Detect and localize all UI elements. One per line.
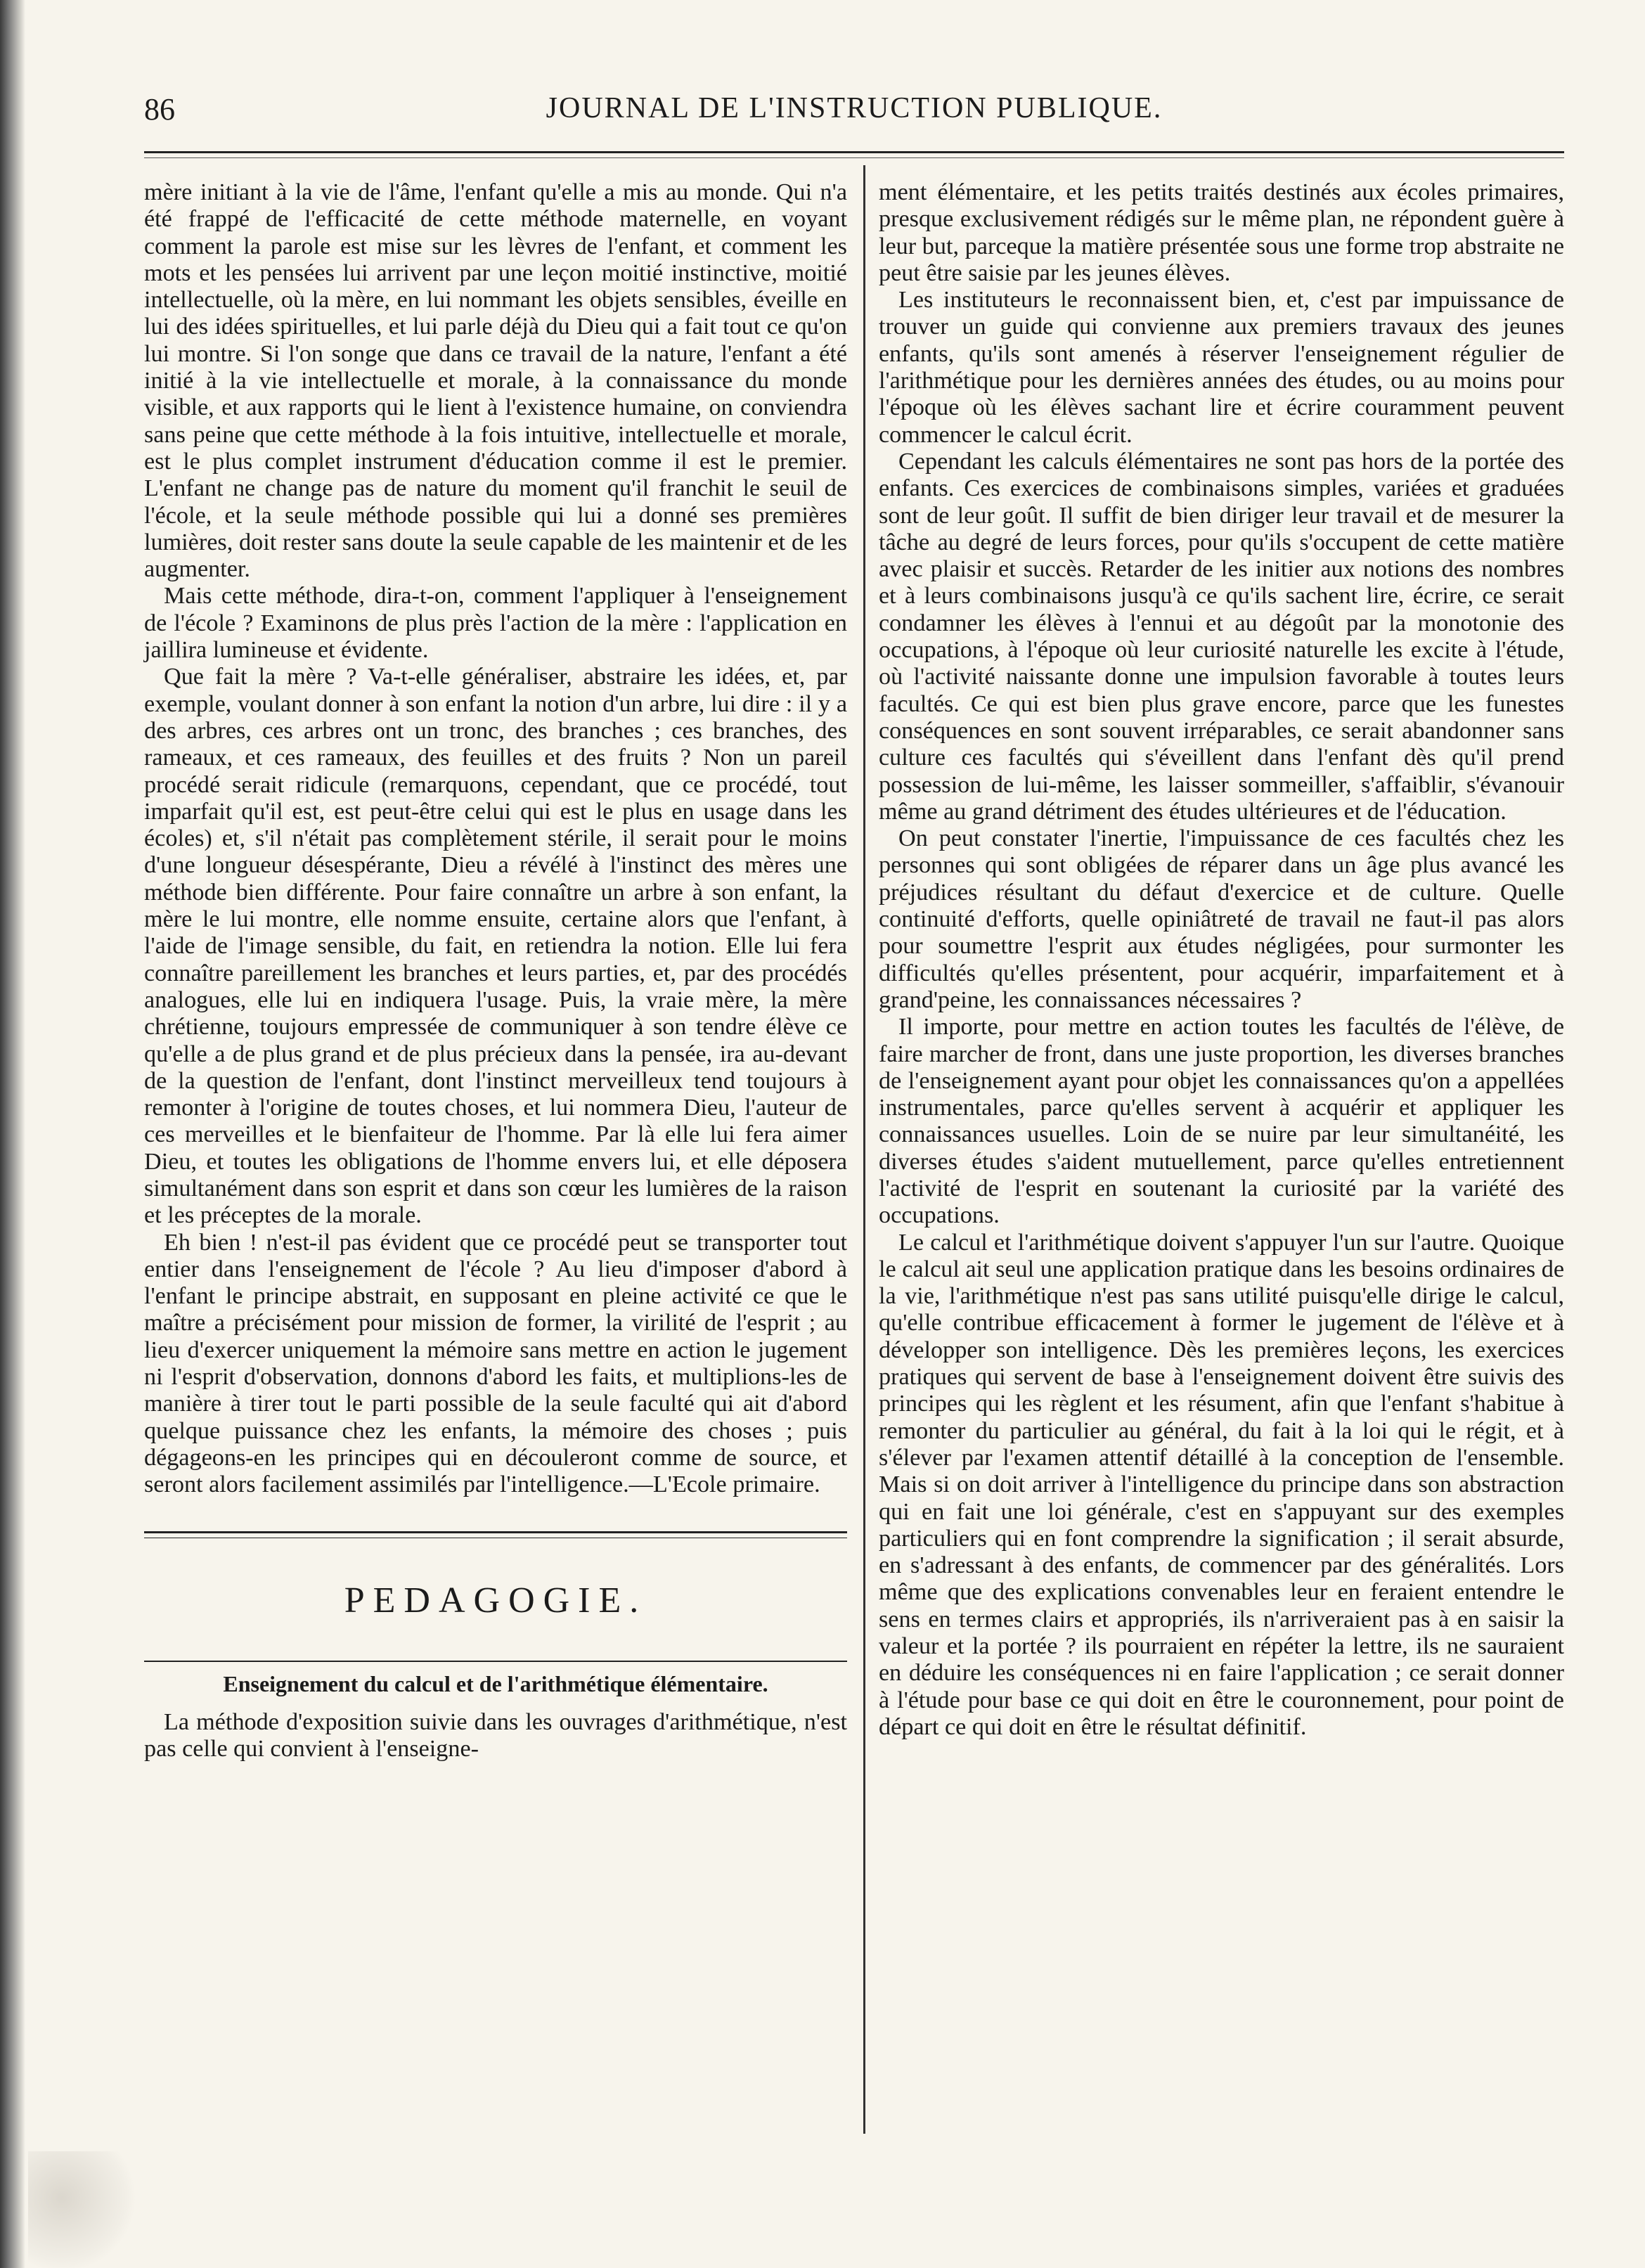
page-number: 86 [144, 92, 175, 127]
page-header [144, 91, 1564, 134]
article-title: Enseignement du calcul et de l'arithmétique élémentaire. [223, 1670, 768, 1696]
paragraph: Le calcul et l'arithmétique doivent s'appuyer l'un sur l'autre. Quoique le calcul ait seul une application pratique dans les besoins ordinaires de la vie, l'arithmétique n'est pas sans utilité puisqu'elle dirige le calcul, qu'elle contribue efficacement à former le jugement de l'élève et à développer son intelligence. Dès les premières leçons, les exercices pratiques qui servent de base à l'enseignement doivent être suivis des principes qui les règlent et les résument, afin que l'enfant s'habitue à remonter du particulier au général, du fait à la loi qui le régit, et à s'élever par l'examen attentif détaillé à la conception de l'ensemble. Mais si on doit arriver à l'intelligence du principe dans son abstraction qui en fait une loi générale, c'est en s'appuyant sur des exemples particuliers qui en font comprendre la signification ; il serait absurde, en s'adressant à des enfants, de commencer par des généralités. Lors même que des explications convenables leur en feraient entendre le sens en termes clairs et appropriés, ils n'arriveraient pas à en saisir la valeur et la portée ? ils pourraient en répéter la lettre, ils ne sauraient en déduire les conséquences ni en faire l'application ; ce serait donner à l'étude pour base ce qui doit en être le couronnement, pour point de départ ce qui doit en être le résultat définitif. [879, 1229, 1564, 1740]
paragraph: Les instituteurs le reconnaissent bien, et, c'est par impuissance de trouver un guide qui convienne aux premiers travaux des jeunes enfants, qu'ils sont amenés à réserver l'enseignement régulier de l'arithmétique pour les dernières années des études, ou au moins pour l'époque où les élèves sachant lire et écrire couramment peuvent commencer le calcul écrit. [879, 287, 1564, 448]
title-rule [144, 1661, 847, 1662]
header-rule [144, 151, 1564, 153]
column-divider [863, 165, 865, 2134]
page-stain [28, 2151, 141, 2268]
paragraph: La méthode d'exposition suivie dans les ouvrages d'arithmétique, n'est pas celle qui convient à l'enseigne- [144, 1708, 847, 1763]
paragraph: Cependant les calculs élémentaires ne sont pas hors de la portée des enfants. Ces exercices de combinaisons simples, variées et graduées sont de leur goût. Il suffit de bien diriger leur travail et de mesurer la tâche au degré de leurs forces, pour qu'ils s'occupent de cette matière avec plaisir et succès. Retarder de les initier aux notions des nombres et à leurs combinaisons jusqu'à ce qu'ils sachent lire, écrire, ce serait condamner les élèves à l'ennui et au dégoût par la monotonie des occupations, à l'époque où leur curiosité naturelle les excite à l'étude, où l'activité naissante donne une impulsion favorable à toutes leurs facultés. Ce qui est bien plus grave encore, parce que les funestes conséquences en sont souvent irréparables, ce serait abandonner sans culture ces facultés qui s'éveillent dans l'enfant dès qu'il prend possession de lui-même, les laisser sommeiller, s'affaiblir, s'évanouir même au grand détriment des études ultérieures et de l'éducation. [879, 448, 1564, 825]
section-rule [144, 1531, 847, 1538]
left-column [144, 179, 847, 1763]
right-column [879, 179, 1564, 1741]
paragraph: Eh bien ! n'est-il pas évident que ce procédé peut se transporter tout entier dans l'enseignement de l'école ? Au lieu d'imposer d'abord à l'enfant le principe abstrait, en supposant en pleine activité ce que le maître a précisément pour mission de former, la virilité de l'esprit ; au lieu d'exercer uniquement la mémoire sans mettre en action le jugement ni l'esprit d'observation, donnons d'abord les faits, et multiplions-les de manière à tirer tout le parti possible de la seule faculté qui ait d'abord quelque puissance chez les enfants, la mémoire des choses ; puis dégageons-en les principes qui en découleront comme de source, et seront alors facilement assimilés par l'intelligence.—L'Ecole primaire. [144, 1229, 847, 1498]
paragraph: Il importe, pour mettre en action toutes les facultés de l'élève, de faire marcher de front, dans une juste proportion, les diverses branches de l'enseignement ayant pour objet les connaissances qu'on a appellées instrumentales, parce qu'elles servent à acquérir et appliquer les connaissances usuelles. Loin de se nuire par leur simultanéité, les diverses études s'aident mutuellement, parce qu'elles entretiennent l'activité de l'esprit en soutenant la curiosité par la variété des occupations. [879, 1014, 1564, 1229]
paragraph: ment élémentaire, et les petits traités destinés aux écoles primaires, presque exclusivement rédigés sur le même plan, ne répondent guère à leur but, parceque la matière présentée sous une forme trop abstraite ne peut être saisie par les jeunes élèves. [879, 179, 1564, 286]
paragraph: On peut constater l'inertie, l'impuissance de ces facultés chez les personnes qui sont obligées de réparer dans un âge plus avancé les préjudices résultant du défaut d'exercice et de culture. Quelle continuité d'efforts, quelle opiniâtreté de travail ne faut-il pas alors pour soumettre l'esprit aux études négligées, pour surmonter les difficultés qu'elles présentent, pour acquérir, imparfaitement et à grand'peine, les connaissances nécessaires ? [879, 825, 1564, 1013]
binding-edge [0, 0, 25, 2268]
paragraph: Que fait la mère ? Va-t-elle généraliser, abstraire les idées, et, par exemple, voulant donner à son enfant la notion d'un arbre, lui dire : il y a des arbres, ces arbres ont un tronc, des branches ; ces branches, des rameaux, et ces rameaux, des feuilles et des fruits ? Non un pareil procédé serait ridicule (remarquons, cependant, que ce procédé, tout imparfait qu'il est, est peut-être celui qui est le plus en usage dans les écoles) et, s'il n'était pas complètement stérile, il serait pour le moins d'une longueur désespérante, Dieu a révélé à l'instinct des mères une méthode bien différente. Pour faire connaître un arbre à son enfant, la mère le lui montre, elle nomme ensuite, certaine alors que l'enfant, à l'aide de l'image sensible, du fait, en retiendra la notion. Elle lui fera connaître pareillement les branches et leurs parties, et, par des procédés analogues, elle lui en indiquera l'usage. Puis, la vraie mère, la mère chrétienne, toujours empressée de communiquer à son tendre élève ce qu'elle a de plus grand et de plus précieux dans la pensée, ira au-devant de la question de l'enfant, dont l'instinct merveilleux tend toujours à remonter à l'origine de toutes choses, et lui nommera Dieu, l'auteur de ces merveilles et le bienfaiteur de l'homme. Par là elle lui fera aimer Dieu, et toutes les obligations de l'homme envers lui, et elle déposera simultanément dans son esprit et dans son cœur les lumières de la raison et les préceptes de la morale. [144, 664, 847, 1229]
header-rule-thin [144, 157, 1564, 158]
journal-title: JOURNAL DE L'INSTRUCTION PUBLIQUE. [546, 92, 1163, 124]
section-heading: PEDAGOGIE. [344, 1580, 647, 1621]
paragraph: mère initiant à la vie de l'âme, l'enfant qu'elle a mis au monde. Qui n'a été frappé de l'efficacité de cette méthode maternelle, en voyant comment la parole est mise sur les lèvres de l'enfant, et comment les mots et les pensées lui arrivent par une leçon moitié instinctive, moitié intellectuelle, où la mère, en lui nommant les objets sensibles, éveille en lui des idées spirituelles, et lui parle déjà du Dieu qui a fait tout ce qu'on lui montre. Si l'on songe que dans ce travail de la nature, l'enfant a été initié à la vie intellectuelle et morale, à la connaissance du monde visible, et aux rapports qui le lient à l'existence humaine, on conviendra sans peine que cette méthode à la fois intuitive, intellectuelle et morale, est le plus complet instrument d'éducation comme il est le premier. L'enfant ne change pas de nature du moment qu'il franchit le seuil de l'école, et la seule méthode possible qui lui a donné ses premières lumières, doit rester sans doute la seule capable de les maintenir et de les augmenter. [144, 179, 847, 583]
paragraph: Mais cette méthode, dira-t-on, comment l'appliquer à l'enseignement de l'école ? Examinons de plus près l'action de la mère : l'application en jaillira lumineuse et évidente. [144, 583, 847, 664]
